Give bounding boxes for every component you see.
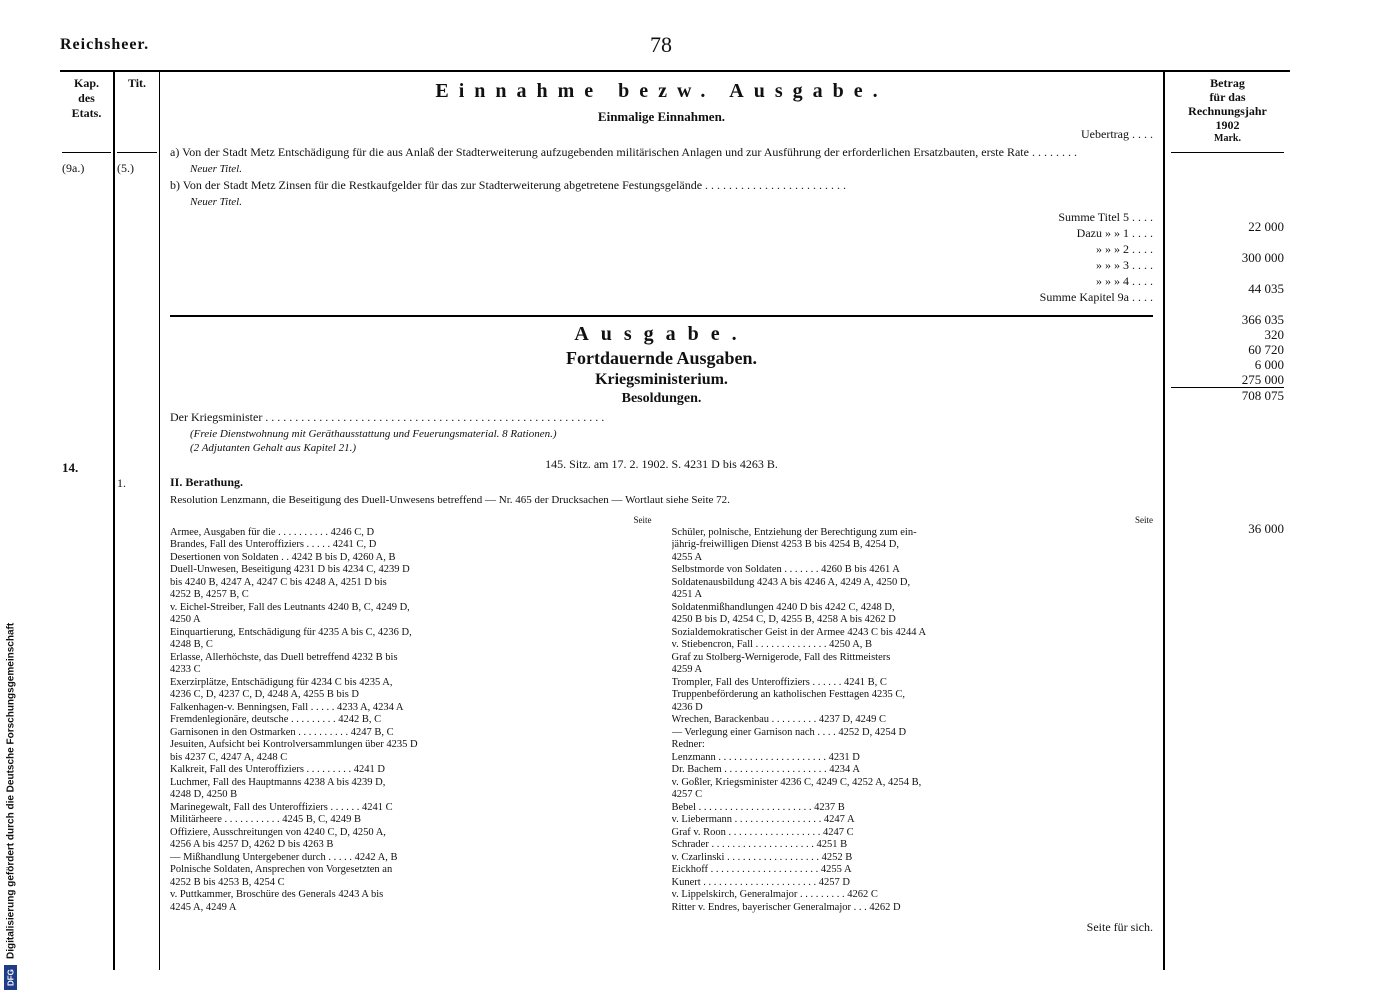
index-entry: 4252 B bis 4253 B, 4254 C [170,876,285,888]
entry-a-text: a) Von der Stadt Metz Entschädigung für die aus Anlaß der Stadterweiterung aufzugebenden militärischen Anlagen und zur Ausführung der erforderlichen Ersatzbauten, erste Rate . . . . . . . . [170,145,1077,159]
kap-column [60,72,115,970]
tit-column [115,72,160,970]
uebertrag-amount: 22 000 [1248,219,1284,234]
index-entry: Polnische Soldaten, Ansprechen von Vorgesetzten an [170,864,393,875]
index-entry: 4255 A [671,551,703,563]
continue-label: Seite für sich. [1086,920,1153,934]
entry-a-note: Neuer Titel. [190,163,242,175]
sum-amount: 366 035 [1241,312,1284,327]
tit-label: Tit. [127,76,147,90]
description-column [160,72,1165,970]
index-entry: Garnisonen in den Ostmarken . . . . . . . . . . 4247 B, C [170,726,394,738]
sum-amount: 60 720 [1248,342,1284,357]
page-header [60,30,1290,72]
index-entry: 4245 A, 4249 A [170,901,237,913]
page-number: 78 [650,32,672,57]
index-entry: bis 4240 B, 4247 A, 4247 C bis 4248 A, 4251 D bis [170,576,387,588]
index-entry: 4251 A [671,589,703,600]
index-entry: v. Puttkammer, Broschüre des Generals 4243 A bis [170,889,384,900]
debate-index [170,514,1153,914]
kriegsminister-entry: Der Kriegsminister . . . . . . . . . . . . . . . . . . . . . . . . . . . . . . . . . . . . . . . . . . . . . . . . . . . . . . . . . [170,410,605,424]
entry-b-text: b) Von der Stadt Metz Zinsen für die Restkaufgelder für das zur Stadterweiterung abgetretene Festungsgelände . . . . . . . . . . . . . . . . . . . . . . . . [170,178,847,192]
ausgabe-title: Ausgabe. [170,315,1153,346]
index-entry: 4236 C, D, 4237 C, D, 4248 A, 4255 B bis D [170,689,360,700]
sum-label: » » » 2 . . . . [1096,242,1153,256]
running-head: Reichsheer. [60,36,150,53]
index-entry: Bebel . . . . . . . . . . . . . . . . . . . . . . 4237 B [671,801,845,813]
index-entry: Armee, Ausgaben für die . . . . . . . . . . 4246 C, D [170,526,375,538]
seite-label: Seite [633,515,652,525]
sum-label: » » » 4 . . . . [1096,274,1153,288]
entry-b-note: Neuer Titel. [190,196,242,208]
index-entry: Einquartierung, Entschädigung für 4235 A bis C, 4236 D, [170,626,412,638]
index-entry: Kalkreit, Fall des Unteroffiziers . . . . . . . . . 4241 D [170,764,386,775]
kriegsminister-note-1: (Freie Dienstwohnung mit Geräthausstattung und Feuerungsmaterial. 8 Rationen.) [190,428,557,440]
index-entry: v. Eichel-Streiber, Fall des Leutnants 4240 B, C, 4249 D, [170,601,410,613]
sum-amount: 275 000 [1241,372,1284,387]
sum-label: Dazu » » 1 . . . . [1076,226,1153,240]
sum-row [170,258,1153,273]
index-entry: v. Czarlinski . . . . . . . . . . . . . . . . . . 4252 B [671,851,853,863]
index-entry: Luchmer, Fall des Hauptmanns 4238 A bis 4239 D, [170,776,386,788]
index-entry: Selbstmorde von Soldaten . . . . . . . 4260 B bis 4261 A [671,564,900,575]
index-entry: — Verlegung einer Garnison nach . . . . 4252 D, 4254 D [671,726,907,738]
sum-row [170,242,1153,257]
index-entry: 4248 B, C [170,639,213,650]
index-entry: Soldatenausbildung 4243 A bis 4246 A, 4249 A, 4250 D, [671,576,911,588]
index-entry: 4250 A [170,614,201,625]
kap-label: Kap. [73,76,99,90]
index-entry: Dr. Bachem . . . . . . . . . . . . . . . . . . . . 4234 A [671,764,860,775]
sum-amount: 708 075 [1171,387,1284,403]
index-entry: Graf v. Roon . . . . . . . . . . . . . . . . . . 4247 C [671,826,854,838]
seite-label: Seite [1135,515,1153,525]
beratung-label: II. Berathung. [170,475,244,489]
index-entry: 4257 C [671,789,703,800]
index-entry: v. Goßler, Kriegsminister 4236 C, 4249 C, 4252 A, 4254 B, [671,776,922,788]
index-entry: Kunert . . . . . . . . . . . . . . . . . . . . . . 4257 D [671,876,850,888]
index-entry: — Mißhandlung Untergebener durch . . . . . 4242 A, B [170,851,398,863]
credit-text: Digitalisierung gefördert durch die Deutsche Forschungsgemeinschaft [5,622,17,960]
index-entry: Brandes, Fall des Unteroffiziers . . . . . 4241 C, D [170,539,377,550]
index-entry: v. Stiebencron, Fall . . . . . . . . . . . . . . 4250 A, B [671,639,873,650]
index-entry: Militärheere . . . . . . . . . . . 4245 B, C, 4249 B [170,814,362,825]
sum-row [170,210,1153,225]
entry-b-amount: 44 035 [1248,281,1284,296]
index-entry: Soldatenmißhandlungen 4240 D bis 4242 C, 4248 D, [671,601,895,613]
sum-row [170,274,1153,289]
index-entry: jährig-freiwilligen Dienst 4253 B bis 4254 B, 4254 D, [671,539,899,550]
dfg-logo: DFG [5,965,18,990]
sum-label: Summe Titel 5 . . . . [1058,210,1153,224]
einmalige-heading: Einmalige Einnahmen. [597,109,726,124]
index-entry: Eickhoff . . . . . . . . . . . . . . . . . . . . . 4255 A [671,864,852,875]
index-entry: 4252 B, 4257 B, C [170,589,249,600]
index-entry: Schüler, polnische, Entziehung der Berechtigung zum ein- [671,526,917,538]
besoldungen-heading: Besoldungen. [621,391,702,406]
kriegsminister-amount: 36 000 [1248,521,1284,536]
index-column-left [170,514,652,914]
sum-amount: 320 [1264,327,1284,342]
budget-table [60,72,1290,970]
tit-value-b: 1. [117,476,126,490]
resolution-text: Resolution Lenzmann, die Beseitigung des Duell-Unwesens betreffend — Nr. 465 der Drucksachen — Wortlaut siehe Seite 72. [170,494,730,506]
index-entry: Sozialdemokratischer Geist in der Armee 4243 C bis 4244 A [671,626,927,638]
index-entry: bis 4237 C, 4247 A, 4248 C [170,751,288,763]
document-page [60,30,1290,970]
entry-a-amount: 300 000 [1241,250,1284,265]
index-entry: Schrader . . . . . . . . . . . . . . . . . . . . 4251 B [671,839,848,850]
index-entry: Graf zu Stolberg-Wernigerode, Fall des Rittmeisters [671,651,891,663]
mark-label: Mark. [1214,133,1241,144]
digitization-credit [2,40,20,990]
tit-value-a: (5.) [117,161,134,175]
sum-amount: 6 000 [1254,357,1284,372]
index-entry: 4256 A bis 4257 D, 4262 D bis 4263 B [170,839,334,850]
index-entry: Duell-Unwesen, Beseitigung 4231 D bis 4234 C, 4239 D [170,564,410,575]
index-column-right [672,514,1154,914]
sum-label: » » » 3 . . . . [1096,258,1153,272]
index-entry: Exerzirplätze, Entschädigung für 4234 C bis 4235 A, [170,676,393,688]
index-entry: Offiziere, Ausschreitungen von 4240 C, D, 4250 A, [170,826,386,838]
kap-value-a: (9a.) [62,161,85,175]
fortdauernde-heading: Fortdauernde Ausgaben. [565,348,758,368]
index-entry: Redner: [671,739,705,750]
page-title: Einnahme bezw. Ausgabe. [435,80,888,102]
tit-header [117,76,157,153]
index-entry: Fremdenlegionäre, deutsche . . . . . . . . . 4242 B, C [170,714,382,725]
uebertrag-label: Uebertrag . . . . [1081,127,1153,141]
index-entry: Desertionen von Soldaten . . 4242 B bis D, 4260 A, B [170,551,396,563]
index-entry: Falkenhagen-v. Benningsen, Fall . . . . . 4233 A, 4234 A [170,701,404,713]
index-entry: Jesuiten, Aufsicht bei Kontrolversammlungen über 4235 D [170,739,418,750]
index-entry: v. Lippelskirch, Generalmajor . . . . . . . . . 4262 C [671,889,878,900]
amount-header-line: Rechnungsjahr [1188,104,1267,118]
amount-header-line: für das [1209,90,1246,104]
session-line: 145. Sitz. am 17. 2. 1902. S. 4231 D bis 4263 B. [545,457,778,471]
index-entry: v. Liebermann . . . . . . . . . . . . . . . . . 4247 A [671,814,855,825]
amount-header-line: Betrag [1210,76,1245,90]
index-entry: Truppenbeförderung an katholischen Festtagen 4235 C, [671,689,905,700]
kap-value-b: 14. [62,460,79,475]
index-entry: Trompler, Fall des Unteroffiziers . . . . . . 4241 B, C [671,676,887,688]
index-entry: Ritter v. Endres, bayerischer Generalmajor . . . 4262 D [671,901,901,913]
index-entry: 4236 D [671,701,703,713]
amount-header [1171,76,1284,153]
index-entry: Erlasse, Allerhöchste, das Duell betreffend 4232 B bis [170,651,398,663]
sum-row [170,290,1153,305]
des-etats-label: des Etats. [71,91,102,120]
index-entry: Lenzmann . . . . . . . . . . . . . . . . . . . . . 4231 D [671,751,860,763]
kriegsministerium-heading: Kriegsministerium. [595,371,728,388]
index-entry: 4233 C [170,664,201,675]
sum-label: Summe Kapitel 9a . . . . [1039,290,1153,304]
index-entry: 4250 B bis D, 4254 C, D, 4255 B, 4258 A bis 4262 D [671,614,896,625]
kap-header [62,76,111,153]
sum-row [170,226,1153,241]
index-entry: Wrechen, Barackenbau . . . . . . . . . 4237 D, 4249 C [671,714,886,725]
index-entry: 4248 D, 4250 B [170,789,238,800]
index-entry: Marinegewalt, Fall des Unteroffiziers . . . . . . 4241 C [170,801,393,813]
amount-column [1165,72,1290,970]
index-entry: 4259 A [671,664,703,675]
kriegsminister-note-2: (2 Adjutanten Gehalt aus Kapitel 21.) [190,442,357,454]
amount-header-line: 1902 [1215,118,1240,132]
